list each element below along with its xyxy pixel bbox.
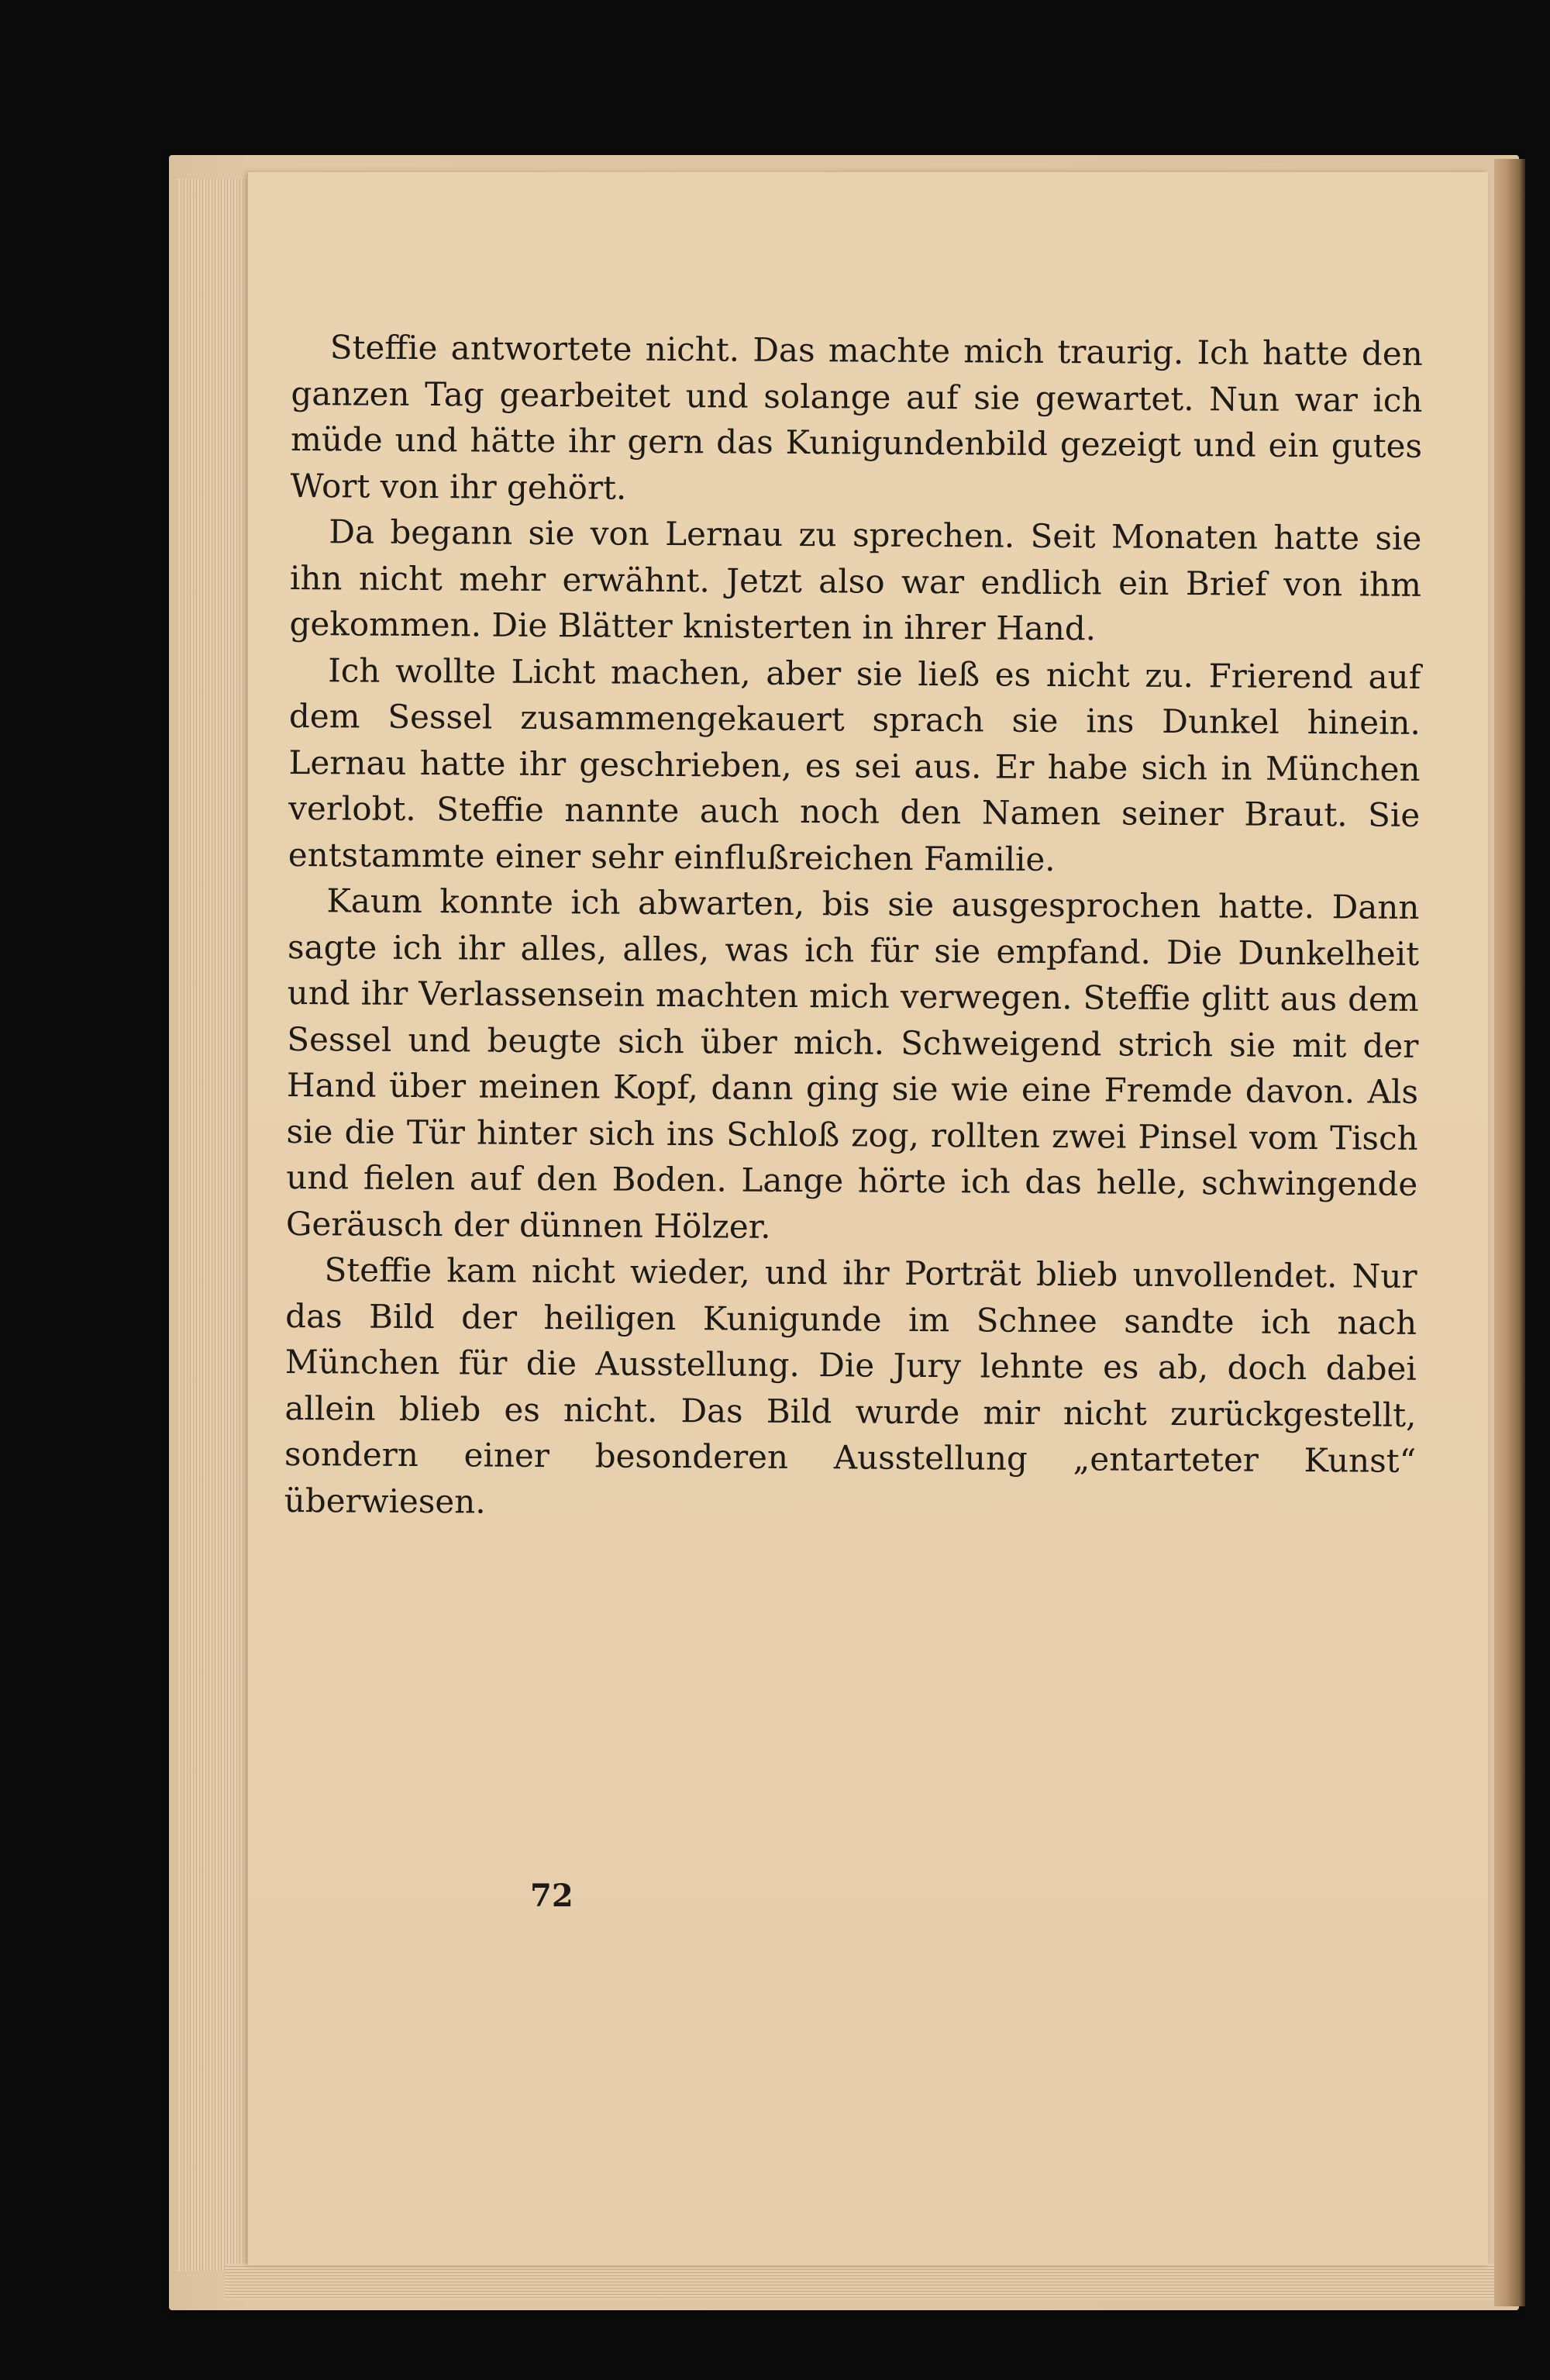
page-text	[284, 324, 1423, 1530]
page-number: 72	[530, 1878, 574, 1914]
paragraph: Da begann sie von Lernau zu sprechen. Seit Monaten hatte sie ihn nicht mehr erwähnt. Jetzt also war endlich ein Brief von ihm gekommen. Die Blätter knisterten in ihrer Hand.	[289, 512, 1422, 648]
paragraph: Steffie kam nicht wieder, und ihr Porträt blieb unvollendet. Nur das Bild der heiligen Kunigunde im Schnee sandte ich nach München für die Ausstellung. Die Jury lehnte es ab, doch dabei allein blieb es nicht. Das Bild wurde mir nicht zurückgestellt, sondern einer besonderen Ausstellung „entarteter Kunst“ überwiesen.	[284, 1250, 1417, 1521]
page-edges-bottom	[225, 2264, 1511, 2299]
paragraph: Steffie antwortete nicht. Das machte mich traurig. Ich hatte den ganzen Tag gearbeitet und solange auf sie gewartet. Nun war ich müde und hätte ihr gern das Kunigundenbild gezeigt und ein gutes Wort von ihr gehört.	[290, 328, 1423, 507]
paragraph: Ich wollte Licht machen, aber sie ließ es nicht zu. Frierend auf dem Sessel zusammengekauert sprach sie ins Dunkel hinein. Lernau hatte ihr geschrieben, es sei aus. Er habe sich in München verlobt. Steffie nannte auch noch den Namen seiner Braut. Sie entstammte einer sehr einflußreichen Familie.	[288, 650, 1421, 878]
book-spine-edge	[1494, 159, 1525, 2306]
paragraph: Kaum konnte ich abwarten, bis sie ausgesprochen hatte. Dann sagte ich ihr alles, alles, was ich für sie empfand. Die Dunkelheit und ihr Verlassensein machten mich verwegen. Steffie glitt aus dem Sessel und beugte sich über mich. Schweigend strich sie mit der Hand über meinen Kopf, dann ging sie wie eine Fremde davon. Als sie die Tür hinter sich ins Schloß zog, rollten zwei Pinsel vom Tisch und fielen auf den Boden. Lange hörte ich das helle, schwingende Geräusch der dünnen Hölzer.	[285, 881, 1420, 1246]
